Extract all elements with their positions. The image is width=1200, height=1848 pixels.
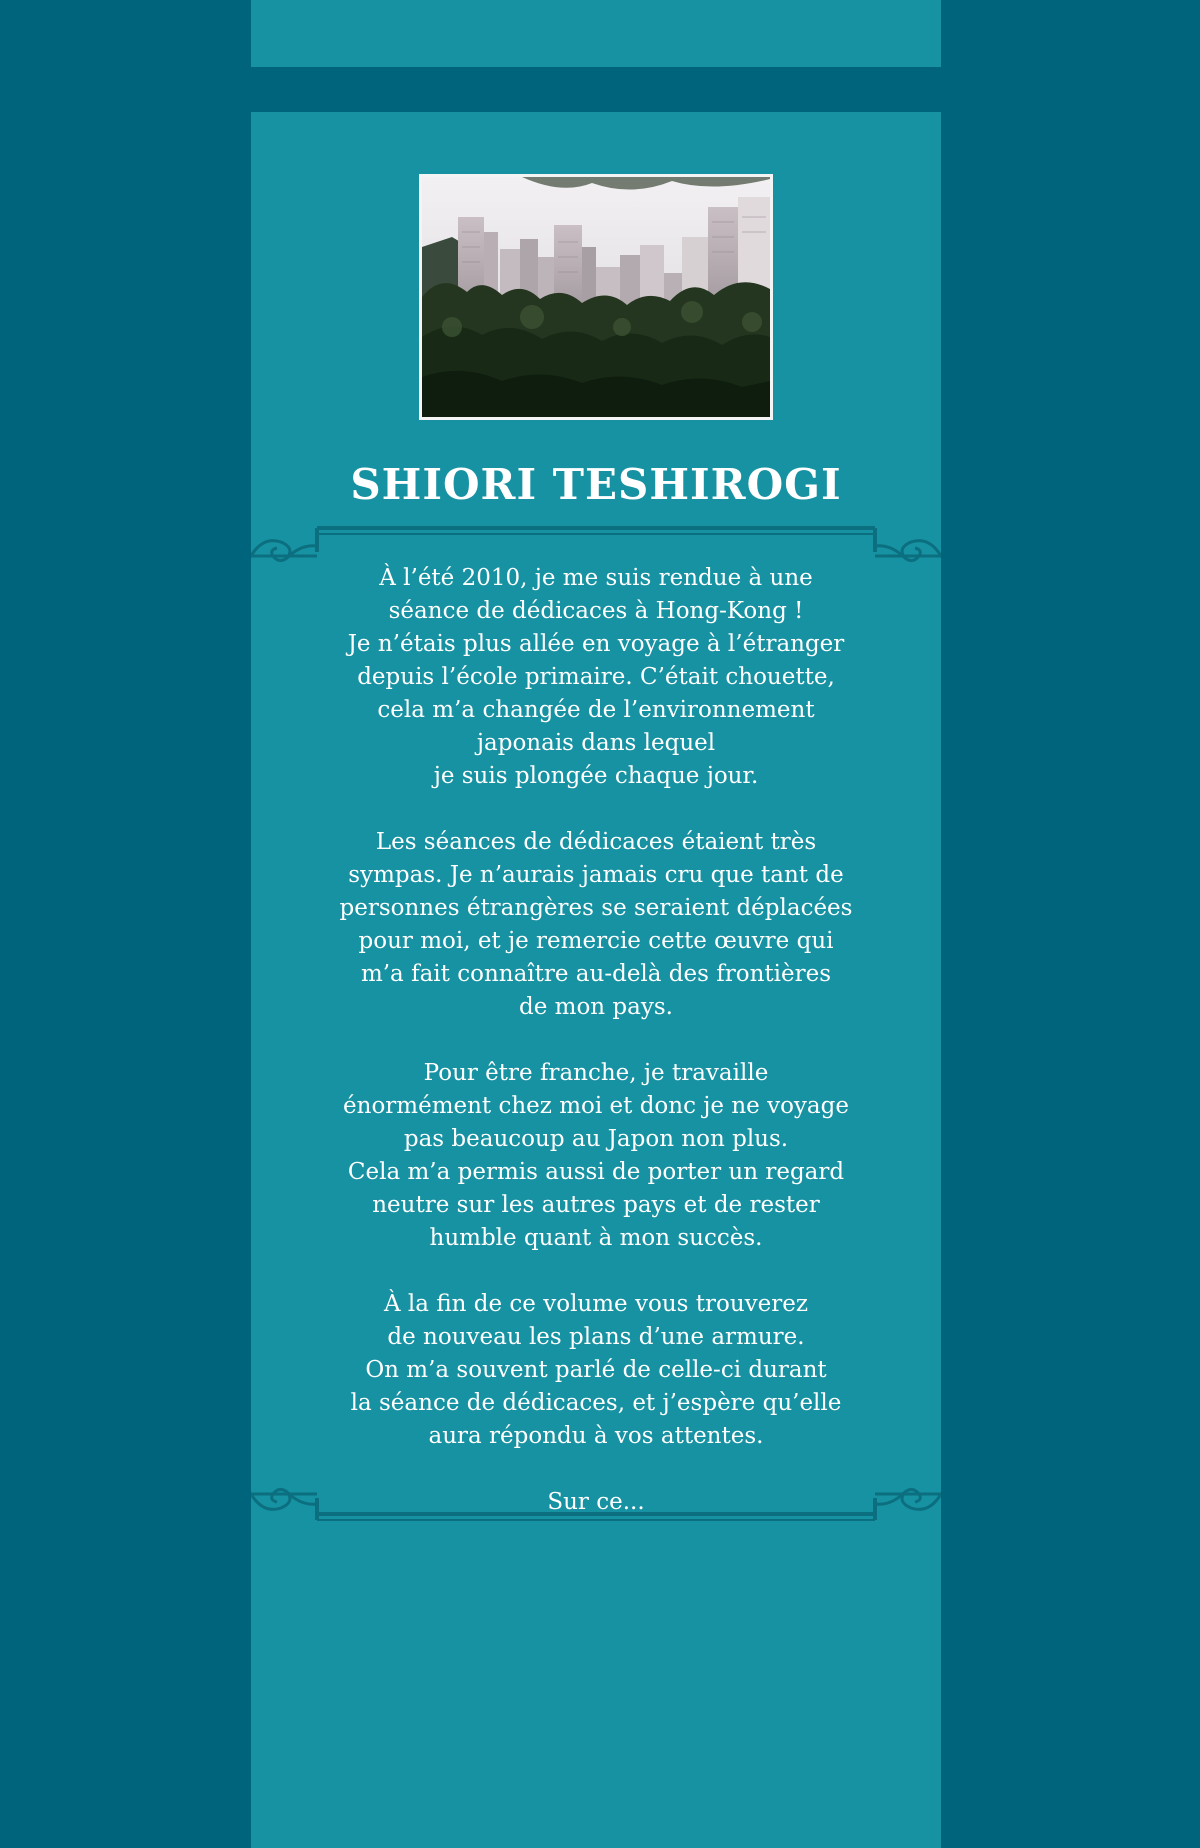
paragraph-line: Cela m’a permis aussi de porter un regard bbox=[347, 1159, 845, 1185]
paragraph-line: humble quant à mon succès. bbox=[429, 1225, 763, 1251]
scroll-ornament-bottom-right bbox=[875, 1489, 941, 1509]
paragraph-line: énormément chez moi et donc je ne voyage bbox=[343, 1093, 849, 1119]
author-name-title: SHIORI TESHIROGI bbox=[350, 460, 842, 509]
paragraph-4 bbox=[311, 1288, 881, 1453]
paragraph-line: sympas. Je n’aurais jamais cru que tant de bbox=[348, 862, 844, 888]
paragraph-3 bbox=[311, 1057, 881, 1255]
paragraph-line: aura répondu à vos attentes. bbox=[428, 1423, 764, 1449]
paragraph-line: de nouveau les plans d’une armure. bbox=[387, 1324, 805, 1350]
closing-line: Sur ce... bbox=[547, 1489, 645, 1515]
scroll-ornament-top-left bbox=[251, 541, 317, 561]
scroll-ornament-bottom-left bbox=[251, 1489, 317, 1509]
message-body bbox=[311, 562, 881, 1519]
paragraph-line: je suis plongée chaque jour. bbox=[433, 763, 759, 789]
top-band bbox=[251, 0, 941, 67]
paragraph-line: personnes étrangères se seraient déplacées bbox=[339, 895, 853, 921]
paragraph-line: À l’été 2010, je me suis rendue à une bbox=[379, 565, 813, 591]
paragraph-line: japonais dans lequel bbox=[476, 730, 716, 756]
paragraph-line: On m’a souvent parlé de celle-ci durant bbox=[365, 1357, 827, 1383]
paragraph-line: Pour être franche, je travaille bbox=[423, 1060, 769, 1086]
paragraph-line: Je n’étais plus allée en voyage à l’étranger bbox=[347, 631, 845, 657]
paragraph-line: de mon pays. bbox=[519, 994, 673, 1020]
paragraph-line: À la fin de ce volume vous trouverez bbox=[384, 1291, 808, 1317]
scroll-ornament-top-right bbox=[875, 541, 941, 561]
paragraph-line: séance de dédicaces à Hong-Kong ! bbox=[388, 598, 804, 624]
paragraph-line: pour moi, et je remercie cette œuvre qui bbox=[358, 928, 834, 954]
paragraph-line: depuis l’école primaire. C’était chouette, bbox=[357, 664, 835, 690]
city-skyline-photo bbox=[419, 174, 773, 420]
paragraph-line: pas beaucoup au Japon non plus. bbox=[403, 1126, 789, 1152]
content-panel bbox=[251, 112, 941, 1848]
paragraph-1 bbox=[311, 562, 881, 793]
paragraph-line: la séance de dédicaces, et j’espère qu’elle bbox=[350, 1390, 842, 1416]
skyline-image bbox=[422, 177, 770, 417]
paragraph-line: cela m’a changée de l’environnement bbox=[377, 697, 815, 723]
paragraph-line: Les séances de dédicaces étaient très bbox=[375, 829, 817, 855]
paragraph-2 bbox=[311, 826, 881, 1024]
paragraph-line: neutre sur les autres pays et de rester bbox=[372, 1192, 820, 1218]
paragraph-line: m’a fait connaître au-delà des frontières bbox=[360, 961, 832, 987]
